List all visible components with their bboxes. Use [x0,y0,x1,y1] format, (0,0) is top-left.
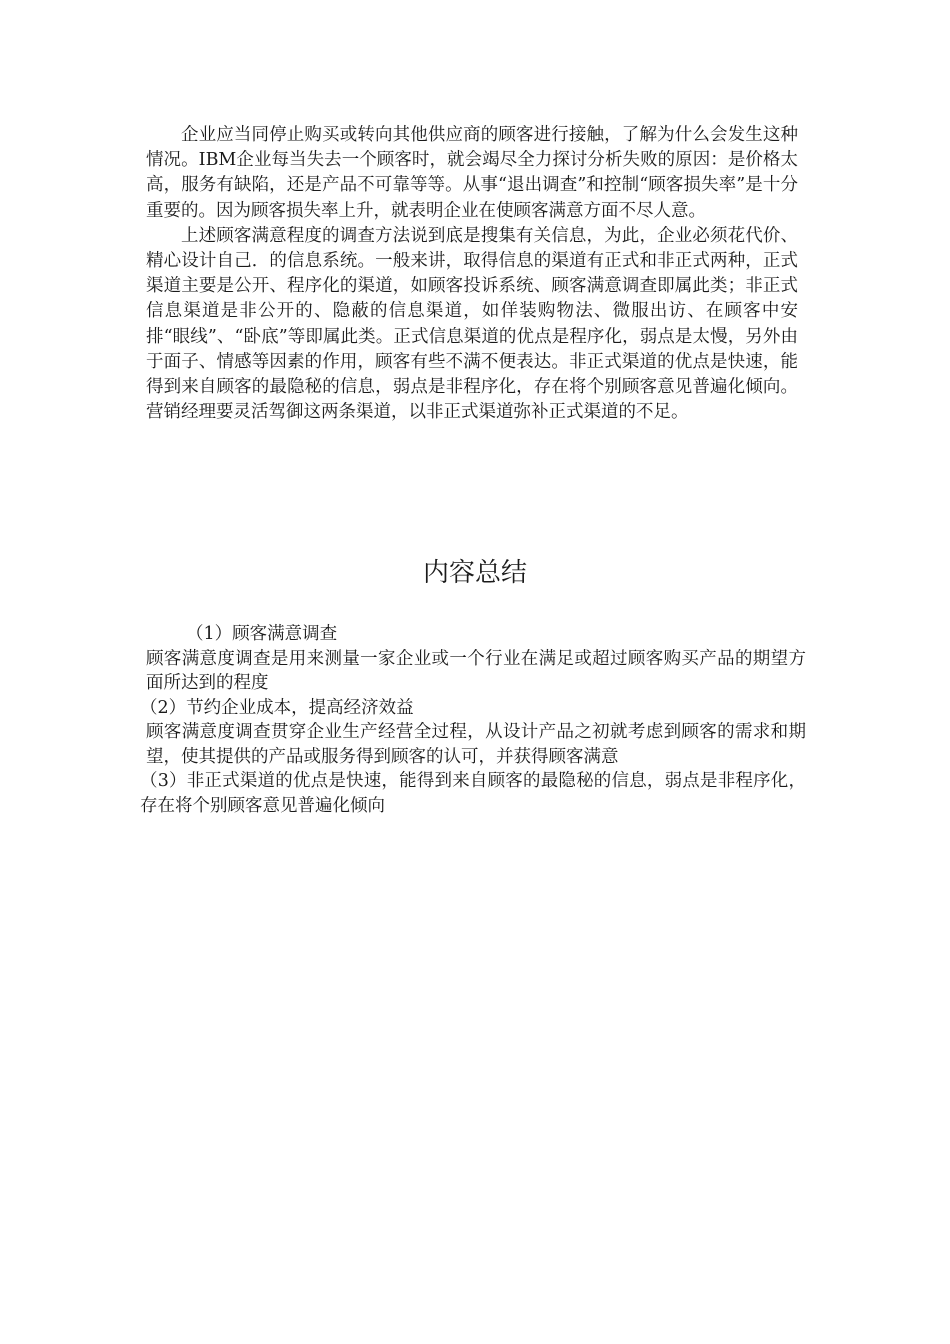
paragraph-info-channels: 上述顾客满意程度的调查方法说到底是搜集有关信息，为此，企业必须花代价、精心设计自己．的信息系统。一般来讲，取得信息的渠道有正式和非正式两种，正式渠道主要是公开、程序化的渠道，如顾客投诉系统、顾客满意调查即属此类；非正式信息渠道是非公开的、隐蔽的信息渠道，如佯装购物法、微服出访、在顾客中安排“眼线”、“卧底”等即属此类。正式信息渠道的优点是程序化，弱点是太慢，另外由于面子、情感等因素的作用，顾客有些不满不便表达。非正式渠道的优点是快速，能得到来自顾客的最隐秘的信息，弱点是非程序化，存在将个别顾客意见普遍化倾向。营销经理要灵活驾御这两条渠道，以非正式渠道弥补正式渠道的不足。 [146,225,798,423]
paragraph-exit-survey: 企业应当同停止购买或转向其他供应商的顾客进行接触，了解为什么会发生这种情况。IBM企业每当失去一个顾客时，就会竭尽全力探讨分析失败的原因：是价格太高，服务有缺陷，还是产品不可靠等等。从事“退出调查”和控制“顾客损失率”是十分重要的。因为顾客损失率上升，就表明企业在使顾客满意方面不尽人意。 [146,125,798,221]
summary-title: 内容总结 [422,558,527,588]
summary-item-2-text: 顾客满意度调查贯穿企业生产经营全过程，从设计产品之初就考虑到顾客的需求和期望，使其提供的产品或服务得到顾客的认可，并获得顾客满意 [146,722,806,767]
body-text [146,123,798,425]
summary-item-3-text: （3）非正式渠道的优点是快速，能得到来自顾客的最隐秘的信息，弱点是非程序化，存在将个别顾客意见普遍化倾向 [140,771,806,816]
summary-item-1-text: 顾客满意度调查是用来测量一家企业或一个行业在满足或超过顾客购买产品的期望方面所达到的程度 [146,648,806,693]
summary-item-2-heading: （2）节约企业成本，提高经济效益 [140,697,414,718]
summary-item-1-heading: （1）顾客满意调查 [186,624,338,644]
summary-list [140,622,806,818]
